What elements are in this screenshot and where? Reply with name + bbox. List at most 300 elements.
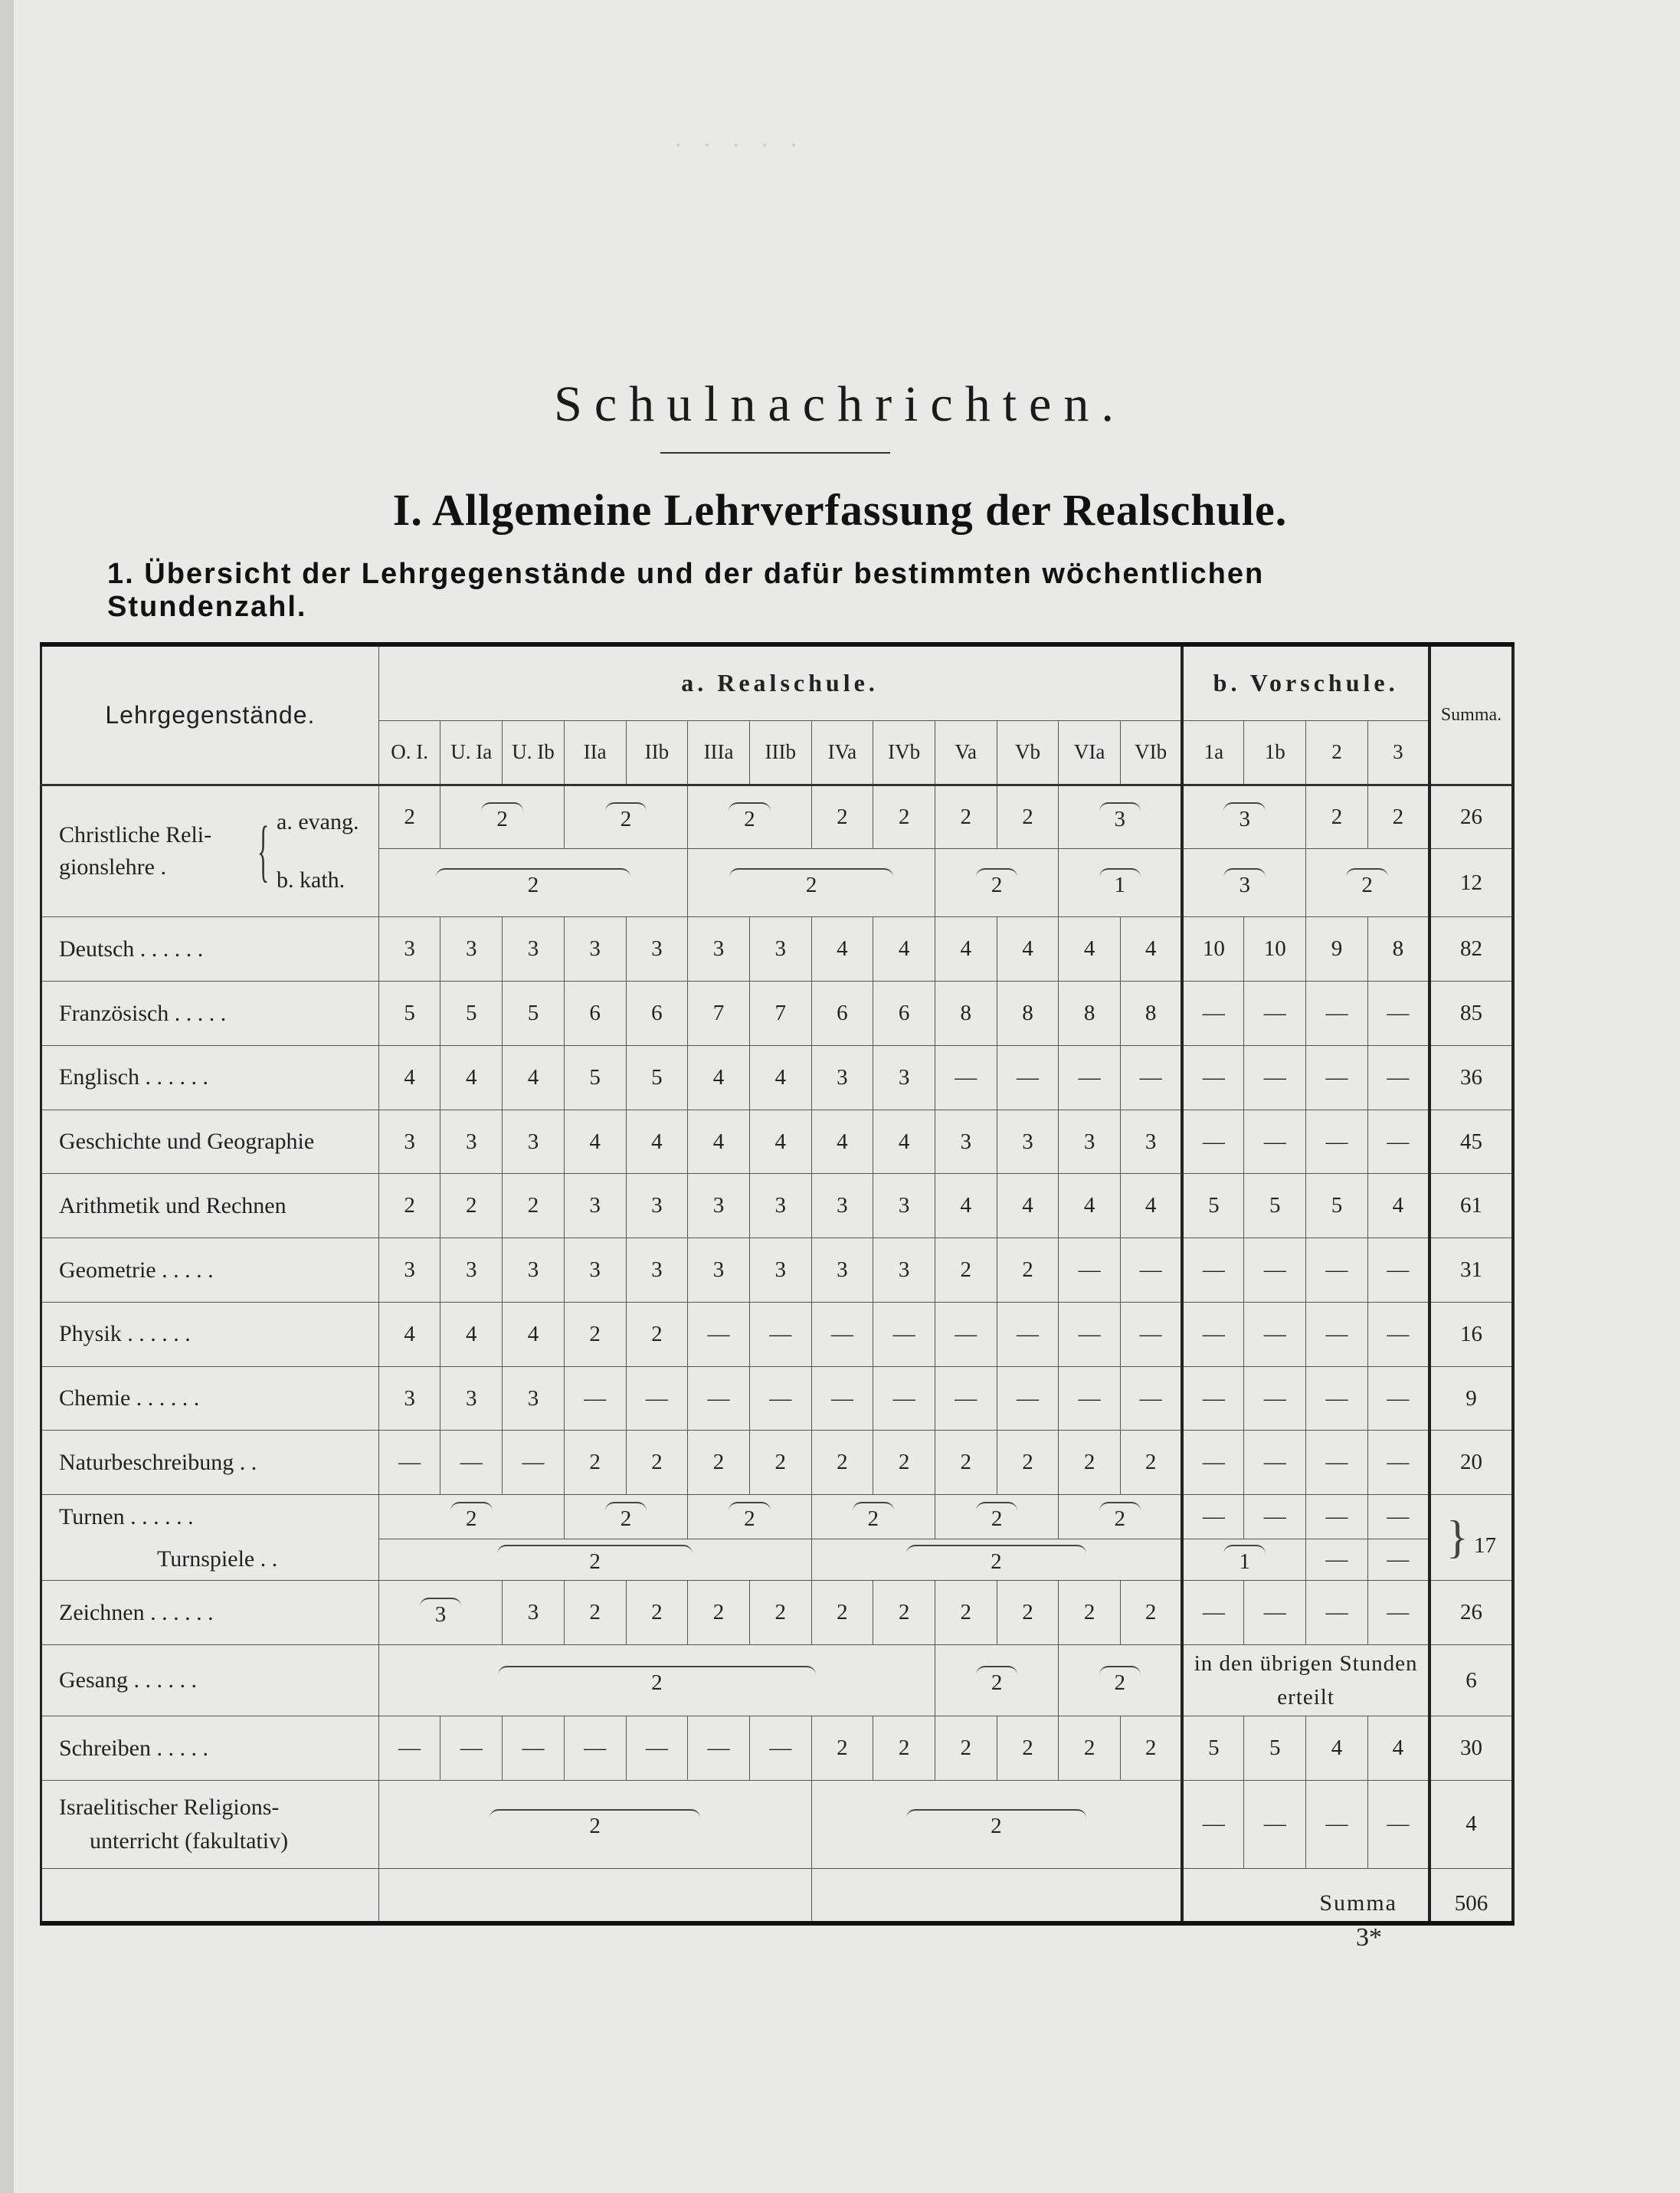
- cell-empty: [811, 1869, 1182, 1923]
- cell: —: [1121, 1045, 1183, 1110]
- cell: 5: [1244, 1716, 1306, 1781]
- cell: 4: [1367, 1716, 1429, 1781]
- cell: —: [1244, 1780, 1306, 1868]
- cell-merged: 2: [378, 849, 687, 917]
- cell: —: [440, 1431, 503, 1495]
- cell-merged: 2: [564, 785, 687, 849]
- cell: —: [1244, 1110, 1306, 1174]
- cell: 4: [1121, 1174, 1183, 1238]
- cell: 4: [873, 917, 935, 982]
- cell: 2: [564, 1302, 626, 1366]
- row-sum: 26: [1429, 785, 1513, 849]
- cell: 4: [503, 1045, 565, 1110]
- religion-kath-label: b. kath.: [277, 867, 345, 893]
- cell: 4: [440, 1045, 503, 1110]
- cell: 3: [378, 1366, 440, 1431]
- cell: —: [1367, 1431, 1429, 1495]
- cell: 4: [749, 1045, 811, 1110]
- cell: 2: [873, 1431, 935, 1495]
- bleed-through: · · · · ·: [674, 130, 804, 161]
- cell: —: [1306, 1366, 1368, 1431]
- cell: —: [1182, 1110, 1244, 1174]
- cell: —: [626, 1716, 688, 1781]
- cell: 6: [564, 982, 626, 1046]
- cell: 2: [564, 1581, 626, 1645]
- cell-merged: 2: [811, 1495, 935, 1539]
- cell: 4: [1121, 917, 1183, 982]
- cell: 3: [688, 917, 750, 982]
- cell: 5: [440, 982, 503, 1046]
- subject-name: Physik . . . . . .: [41, 1302, 379, 1366]
- cell: —: [873, 1302, 935, 1366]
- subject-name: Arithmetik und Rechnen: [41, 1174, 379, 1238]
- cell: 3: [503, 1110, 565, 1174]
- cell-merged: 2: [1059, 1495, 1182, 1539]
- cell: 3: [503, 1238, 565, 1303]
- cell: —: [1306, 1495, 1368, 1539]
- cell: 2: [997, 1238, 1059, 1303]
- cell: —: [1306, 1302, 1368, 1366]
- cell-merged: 2: [378, 1539, 811, 1580]
- cell: 4: [935, 917, 997, 982]
- cell: —: [997, 1366, 1059, 1431]
- cell: —: [1244, 1581, 1306, 1645]
- cell: 3: [749, 1238, 811, 1303]
- cell-merged: 2: [935, 849, 1058, 917]
- subjects-header: Lehrgegenstände.: [41, 644, 379, 785]
- class-header: IIIa: [688, 720, 750, 785]
- cell: 3: [811, 1174, 873, 1238]
- cell: 3: [503, 917, 565, 982]
- subject-name: [41, 1780, 379, 1868]
- class-header: O. I.: [378, 720, 440, 785]
- cell: —: [1182, 1581, 1244, 1645]
- class-header: 1a: [1182, 720, 1244, 785]
- religion-evang-label: a. evang.: [277, 809, 359, 835]
- cell: 10: [1182, 917, 1244, 982]
- cell: 4: [1059, 917, 1121, 982]
- cell: —: [1367, 1495, 1429, 1539]
- cell: 2: [749, 1581, 811, 1645]
- cell: —: [626, 1366, 688, 1431]
- cell: 2: [440, 1174, 503, 1238]
- cell: —: [1182, 1431, 1244, 1495]
- cell: —: [688, 1716, 750, 1781]
- cell-merged: 3: [1182, 849, 1305, 917]
- group-realschule-header: a. Realschule.: [378, 644, 1182, 720]
- row-geschichte: [41, 1110, 1514, 1174]
- section-subheading: 1. Übersicht der Lehrgegenstände und der dafür bestimmten wöchentlichen Stundenzahl.: [107, 558, 1265, 623]
- cell: 3: [688, 1238, 750, 1303]
- cell: 2: [935, 785, 997, 849]
- cell: —: [1059, 1366, 1121, 1431]
- cell: —: [1059, 1238, 1121, 1303]
- cell: 3: [440, 917, 503, 982]
- class-header: IVb: [873, 720, 935, 785]
- cell: 2: [1306, 785, 1368, 849]
- cell: —: [1244, 1238, 1306, 1303]
- cell: 8: [997, 982, 1059, 1046]
- cell: —: [564, 1716, 626, 1781]
- cell: 4: [997, 1174, 1059, 1238]
- cell: 2: [503, 1174, 565, 1238]
- row-schreiben: [41, 1716, 1514, 1781]
- cell: —: [1367, 1581, 1429, 1645]
- cell: 6: [811, 982, 873, 1046]
- cell: —: [1059, 1302, 1121, 1366]
- cell: —: [503, 1716, 565, 1781]
- religion-name-line2: gionslehre .: [59, 854, 166, 880]
- row-sum: [1429, 1495, 1513, 1581]
- cell: —: [1306, 1581, 1368, 1645]
- class-header: U. Ib: [503, 720, 565, 785]
- row-sum: 12: [1429, 849, 1513, 917]
- brace-icon: }: [1446, 1512, 1469, 1563]
- cell: 4: [688, 1045, 750, 1110]
- cell: 4: [626, 1110, 688, 1174]
- row-summa: [41, 1869, 1514, 1923]
- cell: —: [1244, 982, 1306, 1046]
- subject-name: Französisch . . . . .: [41, 982, 379, 1046]
- cell: —: [935, 1045, 997, 1110]
- religion-name-line1: Christliche Reli-: [59, 822, 212, 848]
- cell: 7: [688, 982, 750, 1046]
- cell: 3: [564, 917, 626, 982]
- cell-empty: [378, 1869, 811, 1923]
- cell: —: [1367, 1366, 1429, 1431]
- cell: 2: [811, 1716, 873, 1781]
- cell: 2: [873, 1716, 935, 1781]
- class-header: IVa: [811, 720, 873, 785]
- row-religion-evang: [41, 785, 1514, 849]
- cell: —: [440, 1716, 503, 1781]
- cell: 3: [440, 1238, 503, 1303]
- cell: 3: [997, 1110, 1059, 1174]
- cell: 2: [997, 1716, 1059, 1781]
- row-sum: 85: [1429, 982, 1513, 1046]
- cell: 2: [1059, 1716, 1121, 1781]
- cell: —: [811, 1366, 873, 1431]
- row-chemie: [41, 1366, 1514, 1431]
- cell: 2: [1059, 1431, 1121, 1495]
- cell: —: [1121, 1238, 1183, 1303]
- cell: 2: [688, 1431, 750, 1495]
- cell: 3: [873, 1174, 935, 1238]
- cell: 3: [626, 917, 688, 982]
- cell-merged: 2: [811, 1539, 1182, 1580]
- turnen-sum: 17: [1474, 1533, 1497, 1559]
- cell: 2: [1059, 1581, 1121, 1645]
- cell: 4: [378, 1302, 440, 1366]
- cell: 5: [1244, 1174, 1306, 1238]
- row-israelitisch: [41, 1780, 1514, 1868]
- cell: 2: [1121, 1431, 1183, 1495]
- group-vorschule-header: b. Vorschule.: [1182, 644, 1429, 720]
- cell: 3: [378, 1238, 440, 1303]
- cell: —: [935, 1302, 997, 1366]
- page-number: 3*: [1356, 1923, 1382, 1952]
- cell: —: [503, 1431, 565, 1495]
- cell: 5: [378, 982, 440, 1046]
- cell: —: [564, 1366, 626, 1431]
- row-zeichnen: [41, 1581, 1514, 1645]
- cell: 2: [873, 785, 935, 849]
- cell: —: [1121, 1302, 1183, 1366]
- cell: —: [1244, 1366, 1306, 1431]
- cell-merged: 3: [1182, 785, 1305, 849]
- cell: 8: [1121, 982, 1183, 1046]
- cell: 2: [935, 1431, 997, 1495]
- row-turnen: [41, 1495, 1514, 1539]
- cell: 3: [1121, 1110, 1183, 1174]
- row-sum: 4: [1429, 1780, 1513, 1868]
- summa-value: 506: [1429, 1869, 1513, 1923]
- row-physik: [41, 1302, 1514, 1366]
- cell: —: [811, 1302, 873, 1366]
- cell: 3: [626, 1174, 688, 1238]
- vorschule-note: in den übrigen Stunden erteilt: [1182, 1644, 1429, 1716]
- subject-name: Geschichte und Geographie: [41, 1110, 379, 1174]
- row-sum: 26: [1429, 1581, 1513, 1645]
- subject-name-line1: Israelitischer Religions-: [59, 1794, 280, 1820]
- cell: 5: [503, 982, 565, 1046]
- class-header: U. Ia: [440, 720, 503, 785]
- cell: 3: [811, 1045, 873, 1110]
- cell-merged: 2: [688, 849, 935, 917]
- cell: 2: [1121, 1716, 1183, 1781]
- class-header: VIa: [1059, 720, 1121, 785]
- cell: —: [1306, 1539, 1368, 1580]
- row-sum: 6: [1429, 1644, 1513, 1716]
- row-naturbeschreibung: [41, 1431, 1514, 1495]
- cell: 9: [1306, 917, 1368, 982]
- cell: 2: [997, 1431, 1059, 1495]
- cell: —: [1182, 1780, 1244, 1868]
- cell: 2: [1367, 785, 1429, 849]
- cell: 4: [811, 917, 873, 982]
- row-sum: 61: [1429, 1174, 1513, 1238]
- cell: 3: [749, 1174, 811, 1238]
- cell-merged: 2: [378, 1495, 564, 1539]
- cell: 2: [811, 785, 873, 849]
- row-sum: 36: [1429, 1045, 1513, 1110]
- cell: 4: [935, 1174, 997, 1238]
- cell: 8: [1059, 982, 1121, 1046]
- sum-header: Summa.: [1429, 644, 1513, 785]
- cell: 3: [688, 1174, 750, 1238]
- cell-merged: 3: [1059, 785, 1182, 849]
- subject-name: Gesang . . . . . .: [41, 1644, 379, 1716]
- cell: —: [1367, 1045, 1429, 1110]
- cell: 2: [626, 1302, 688, 1366]
- cell: 2: [811, 1581, 873, 1645]
- cell: 3: [811, 1238, 873, 1303]
- cell-merged: 2: [688, 785, 811, 849]
- row-sum: 16: [1429, 1302, 1513, 1366]
- subject-name: Geometrie . . . . .: [41, 1238, 379, 1303]
- cell-merged: 2: [1306, 849, 1429, 917]
- cell: 3: [564, 1174, 626, 1238]
- cell: 5: [626, 1045, 688, 1110]
- class-header: Va: [935, 720, 997, 785]
- cell: 4: [378, 1045, 440, 1110]
- subject-name-line2: unterricht (fakultativ): [90, 1828, 289, 1854]
- subject-name: Turnen . . . . . .: [41, 1495, 379, 1539]
- row-sum: 31: [1429, 1238, 1513, 1303]
- cell: —: [1306, 1110, 1368, 1174]
- cell: 2: [811, 1431, 873, 1495]
- title-divider: [660, 452, 890, 454]
- cell: 3: [440, 1110, 503, 1174]
- cell-merged: 2: [1059, 1644, 1182, 1716]
- cell: 3: [626, 1238, 688, 1303]
- cell: —: [1244, 1302, 1306, 1366]
- row-sum: 20: [1429, 1431, 1513, 1495]
- cell: 2: [935, 1581, 997, 1645]
- cell-merged: 2: [935, 1644, 1058, 1716]
- cell: 3: [440, 1366, 503, 1431]
- cell: —: [688, 1366, 750, 1431]
- cell: —: [1367, 1238, 1429, 1303]
- cell: —: [873, 1366, 935, 1431]
- cell: 3: [873, 1238, 935, 1303]
- cell: 4: [873, 1110, 935, 1174]
- cell: —: [1182, 1302, 1244, 1366]
- cell: —: [997, 1045, 1059, 1110]
- cell-empty: [41, 1869, 379, 1923]
- subject-name: Naturbeschreibung . .: [41, 1431, 379, 1495]
- cell: 3: [503, 1366, 565, 1431]
- cell: —: [749, 1366, 811, 1431]
- cell: —: [1367, 1302, 1429, 1366]
- cell: 4: [1306, 1716, 1368, 1781]
- subject-name: Chemie . . . . . .: [41, 1366, 379, 1431]
- cell: 3: [378, 917, 440, 982]
- brace-icon: {: [257, 813, 270, 890]
- cell: 2: [378, 785, 440, 849]
- cell: —: [1244, 1431, 1306, 1495]
- section-heading: I. Allgemeine Lehrverfassung der Realschule.: [392, 485, 1288, 535]
- class-header: Vb: [997, 720, 1059, 785]
- cell: 3: [378, 1110, 440, 1174]
- row-sum: 82: [1429, 917, 1513, 982]
- subject-name: Turnspiele . .: [41, 1539, 379, 1580]
- cell: 2: [873, 1581, 935, 1645]
- cell: 5: [1306, 1174, 1368, 1238]
- class-header: 3: [1367, 720, 1429, 785]
- cell: 4: [503, 1302, 565, 1366]
- class-header: 2: [1306, 720, 1368, 785]
- cell: —: [1367, 1110, 1429, 1174]
- cell: —: [1182, 1238, 1244, 1303]
- cell: —: [997, 1302, 1059, 1366]
- class-header: IIIb: [749, 720, 811, 785]
- subject-name: Englisch . . . . . .: [41, 1045, 379, 1110]
- cell: 3: [564, 1238, 626, 1303]
- subject-name: Deutsch . . . . . .: [41, 917, 379, 982]
- curriculum-table: [40, 642, 1515, 1926]
- cell-merged: 2: [378, 1780, 811, 1868]
- row-arithmetik: [41, 1174, 1514, 1238]
- cell: 2: [997, 1581, 1059, 1645]
- cell: —: [935, 1366, 997, 1431]
- cell: —: [1182, 982, 1244, 1046]
- cell: 8: [1367, 917, 1429, 982]
- cell: —: [1182, 1045, 1244, 1110]
- cell: 2: [378, 1174, 440, 1238]
- page-edge: [0, 0, 14, 2193]
- cell: 2: [749, 1431, 811, 1495]
- cell: 2: [564, 1431, 626, 1495]
- cell: —: [378, 1716, 440, 1781]
- cell: 2: [935, 1716, 997, 1781]
- cell: 2: [626, 1581, 688, 1645]
- cell: 3: [503, 1581, 565, 1645]
- cell-merged: 2: [935, 1495, 1058, 1539]
- cell: 6: [873, 982, 935, 1046]
- cell: 4: [440, 1302, 503, 1366]
- religion-label: [41, 785, 379, 917]
- cell: 3: [749, 917, 811, 982]
- subject-name: Zeichnen . . . . . .: [41, 1581, 379, 1645]
- cell: 6: [626, 982, 688, 1046]
- cell-merged: 1: [1182, 1539, 1305, 1580]
- cell: 3: [935, 1110, 997, 1174]
- row-sum: 45: [1429, 1110, 1513, 1174]
- row-franzoesisch: [41, 982, 1514, 1046]
- cell: —: [1367, 1539, 1429, 1580]
- cell: —: [1306, 1780, 1368, 1868]
- summa-label: Summa: [1182, 1869, 1429, 1923]
- cell: 4: [1059, 1174, 1121, 1238]
- cell: —: [1367, 1780, 1429, 1868]
- header-row-groups: [41, 644, 1514, 720]
- cell: 7: [749, 982, 811, 1046]
- cell: —: [1182, 1366, 1244, 1431]
- class-header: 1b: [1244, 720, 1306, 785]
- cell: —: [1306, 1045, 1368, 1110]
- class-header: IIa: [564, 720, 626, 785]
- class-header: IIb: [626, 720, 688, 785]
- cell: 5: [1182, 1174, 1244, 1238]
- cell: —: [1367, 982, 1429, 1046]
- row-sum: 30: [1429, 1716, 1513, 1781]
- cell: 5: [564, 1045, 626, 1110]
- row-gesang: [41, 1644, 1514, 1716]
- cell: 2: [1121, 1581, 1183, 1645]
- cell: —: [1244, 1045, 1306, 1110]
- row-englisch: [41, 1045, 1514, 1110]
- cell: 4: [997, 917, 1059, 982]
- row-deutsch: [41, 917, 1514, 982]
- cell: —: [1306, 1238, 1368, 1303]
- cell: 10: [1244, 917, 1306, 982]
- cell: 2: [935, 1238, 997, 1303]
- cell: —: [688, 1302, 750, 1366]
- cell: —: [378, 1431, 440, 1495]
- cell: 4: [749, 1110, 811, 1174]
- cell: 2: [688, 1581, 750, 1645]
- cell: —: [1306, 1431, 1368, 1495]
- cell-merged: 2: [688, 1495, 811, 1539]
- cell: —: [749, 1302, 811, 1366]
- page-title: Schulnachrichten.: [554, 376, 1126, 432]
- row-turnspiele: [41, 1539, 1514, 1580]
- cell-merged: 1: [1059, 849, 1182, 917]
- cell-merged: 2: [564, 1495, 687, 1539]
- cell-merged: 2: [440, 785, 564, 849]
- cell: 3: [873, 1045, 935, 1110]
